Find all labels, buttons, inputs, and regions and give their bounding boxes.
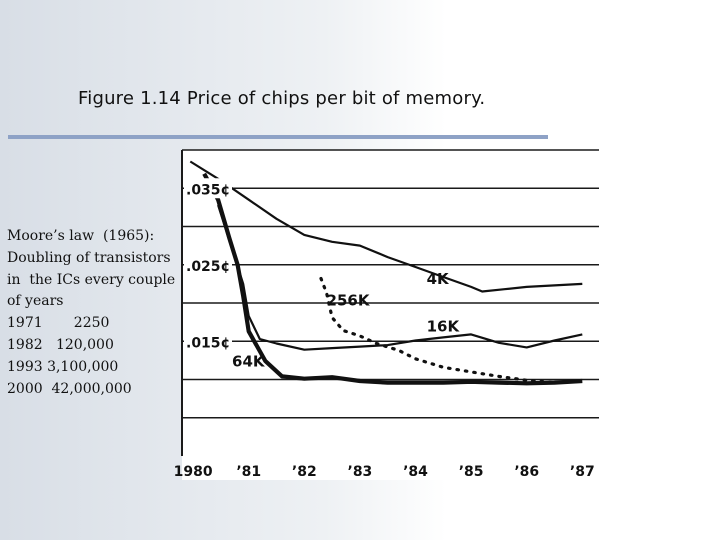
series-label: 64K	[232, 352, 265, 371]
series-label: 4K	[426, 269, 449, 288]
x-tick-label: 1980	[173, 464, 213, 480]
notes-line: Doubling of transistors	[7, 249, 171, 266]
notes-line: 1971 2250	[7, 315, 110, 332]
price-per-bit-chart	[173, 150, 599, 480]
notes-line: in the ICs every couple	[7, 271, 176, 288]
moores-law-notes	[7, 226, 187, 400]
x-tick-labels	[174, 464, 595, 480]
series-label: 16K	[426, 317, 460, 336]
y-tick-label: .015¢	[186, 335, 231, 352]
x-tick-label: ’82	[291, 464, 317, 480]
series-lines	[190, 162, 582, 384]
title-underline	[8, 135, 548, 139]
x-tick-label: ’84	[403, 464, 428, 480]
notes-line: 2000 42,000,000	[7, 380, 132, 397]
y-tick-label: .025¢	[186, 258, 231, 275]
chart-svg	[173, 150, 599, 480]
x-tick-label: ’85	[458, 464, 484, 480]
series-labels	[232, 270, 460, 371]
y-tick-label: .035¢	[186, 182, 231, 199]
notes-line: of years	[7, 293, 64, 310]
series-label: 256K	[326, 291, 370, 310]
notes-line: Moore’s law (1965):	[7, 228, 155, 244]
notes-line: 1993 3,100,000	[7, 358, 119, 375]
x-tick-label: ’83	[347, 464, 373, 480]
y-tick-labels	[184, 178, 232, 351]
x-tick-label: ’81	[236, 464, 262, 480]
x-tick-label: ’87	[569, 464, 595, 480]
slide-title: Figure 1.14 Price of chips per bit of memory.	[78, 88, 486, 109]
x-tick-label: ’86	[514, 464, 540, 480]
notes-line: 1982 120,000	[7, 336, 114, 353]
